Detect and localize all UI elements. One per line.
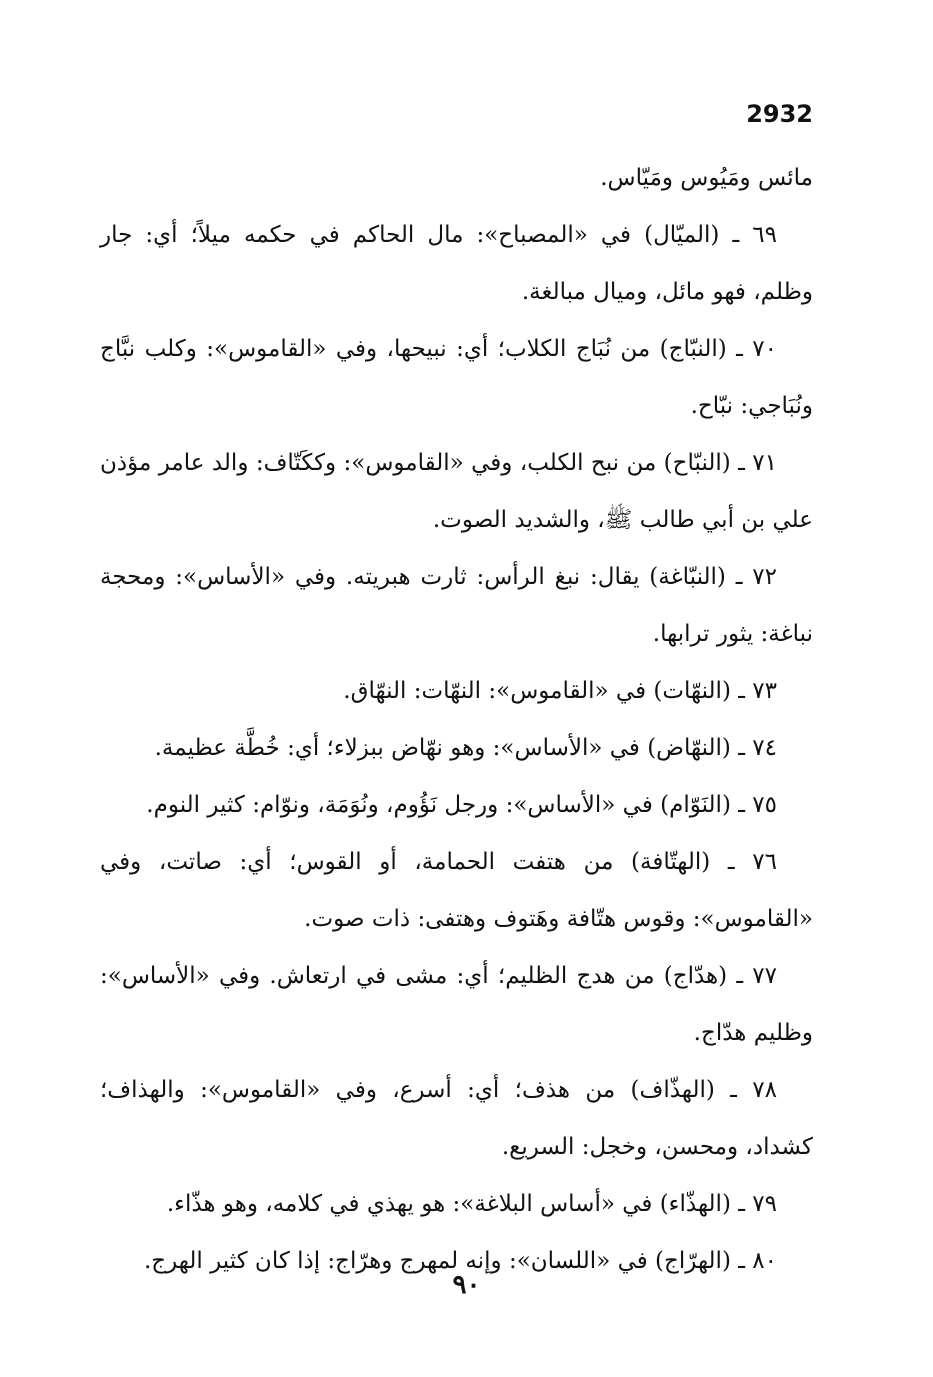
entry-73: ٧٣ ـ (النهّات) في «القاموس»: النهّات: النهّاق. (343, 678, 777, 704)
entry-69: ٦٩ ـ (الميّال) في «المصباح»: مال الحاكم في حكمه ميلاً؛ أي: جار وظلم، فهو مائل، وميال مبالغة. (100, 222, 813, 305)
page-number: ٩٠ (452, 1270, 481, 1300)
entry-78: ٧٨ ـ (الهذّاف) من هذف؛ أي: أسرع، وفي «القاموس»: والهذاف؛ كشداد، ومحسن، وخجل: السريع. (100, 1077, 813, 1160)
entry-74: ٧٤ ـ (النهّاض) في «الأساس»: وهو نهّاض ببزلاء؛ أي: خُطَّة عظيمة. (154, 735, 777, 761)
entry-79: ٧٩ ـ (الهذّاء) في «أساس البلاغة»: هو يهذي في كلامه، وهو هذّاء. (166, 1191, 777, 1217)
entry-76: ٧٦ ـ (الهتّافة) من هتفت الحمامة، أو القوس؛ أي: صاتت، وفي «القاموس»: وقوس هتّافة وهَتوف وهتفى: ذات صوت. (100, 849, 813, 932)
paragraph-continuation: مائس ومَيُوس ومَيّاس. (600, 165, 813, 191)
main-text (100, 150, 813, 1290)
page-id: 2932 (746, 100, 813, 128)
entry-72: ٧٢ ـ (النبّاغة) يقال: نبغ الرأس: ثارت هبريته. وفي «الأساس»: ومحجة نباغة: يثور ترابها. (100, 564, 813, 647)
entry-77: ٧٧ ـ (هدّاج) من هدج الظليم؛ أي: مشى في ارتعاش. وفي «الأساس»: وظليم هدّاج. (100, 963, 813, 1046)
entry-75: ٧٥ ـ (النَوّام) في «الأساس»: ورجل نَؤُوم، ونُوَمَة، ونوّام: كثير النوم. (146, 792, 777, 818)
entry-80: ٨٠ ـ (الهرّاج) في «اللسان»: وإنه لمهرج وهرّاج: إذا كان كثير الهرج. (143, 1248, 777, 1274)
entry-70: ٧٠ ـ (النبّاج) من نُبَاج الكلاب؛ أي: نبيحها، وفي «القاموس»: وكلب نبَّاج ونُبَاجي: نبّاح. (100, 336, 813, 419)
entry-71: ٧١ ـ (النبّاح) من نبح الكلب، وفي «القاموس»: وككَتّاف: والد عامر مؤذن علي بن أبي طالب ﷺ، والشديد الصوت. (100, 450, 813, 533)
